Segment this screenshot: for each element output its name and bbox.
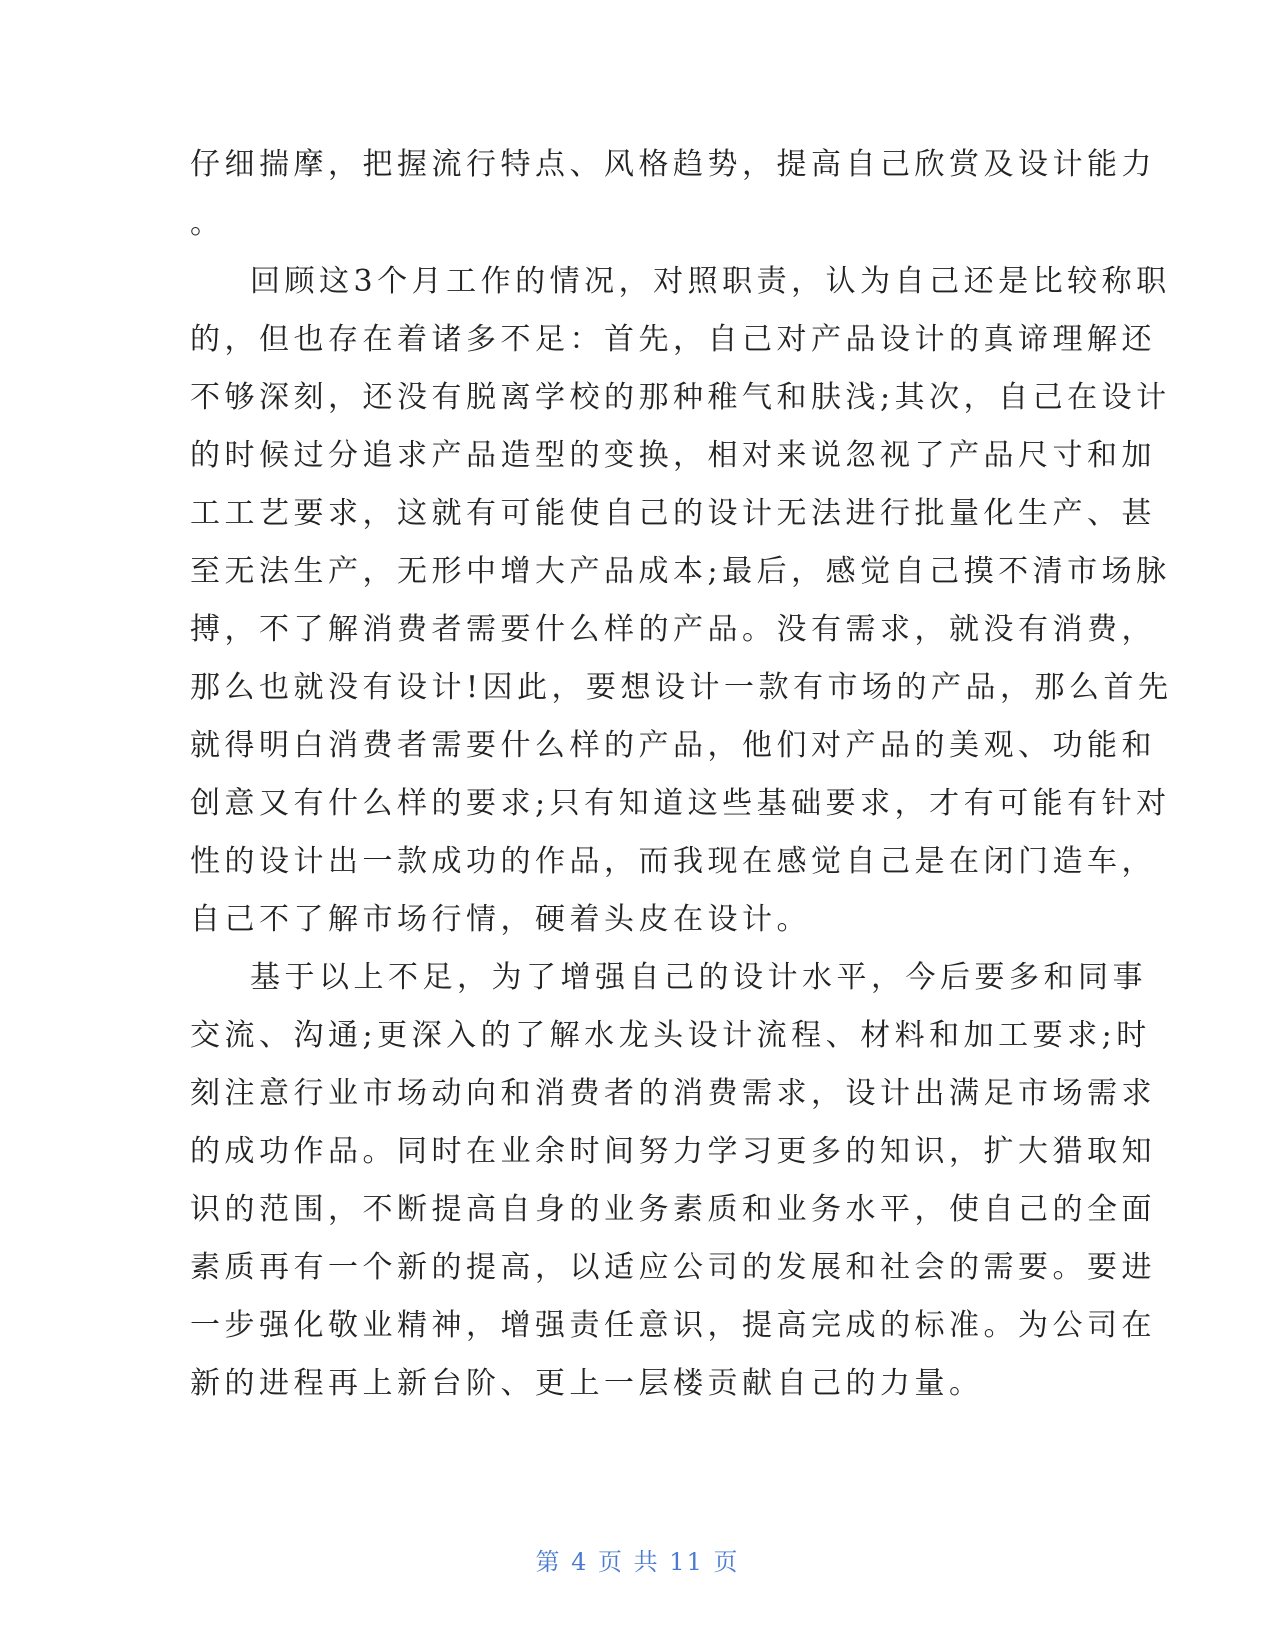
text-line: 性的设计出一款成功的作品，而我现在感觉自己是在闭门造车，: [190, 844, 1156, 879]
text-line: 不够深刻，还没有脱离学校的那种稚气和肤浅;其次，自己在设计: [190, 380, 1171, 415]
paragraph-start-line: 基于以上不足，为了增强自己的设计水平，今后要多和同事: [250, 960, 1147, 995]
text-line: 创意又有什么样的要求;只有知道这些基础要求，才有可能有针对: [190, 786, 1171, 821]
text-line: 那么也就没有设计!因此，要想设计一款有市场的产品，那么首先: [190, 670, 1173, 705]
text-line: 识的范围，不断提高自身的业务素质和业务水平，使自己的全面: [190, 1192, 1156, 1227]
text-line: 的成功作品。同时在业余时间努力学习更多的知识，扩大猎取知: [190, 1134, 1156, 1169]
text-line: 就得明白消费者需要什么样的产品，他们对产品的美观、功能和: [190, 728, 1156, 763]
text-line: 仔细揣摩，把握流行特点、风格趋势，提高自己欣赏及设计能力: [190, 147, 1156, 182]
text-line: 至无法生产，无形中增大产品成本;最后，感觉自己摸不清市场脉: [190, 554, 1171, 589]
text-line: 工工艺要求，这就有可能使自己的设计无法进行批量化生产、甚: [190, 496, 1156, 531]
text-line: 的，但也存在着诸多不足：首先，自己对产品设计的真谛理解还: [190, 322, 1156, 357]
paragraph-start-line: 回顾这3个月工作的情况，对照职责，认为自己还是比较称职: [250, 264, 1171, 299]
page-number-footer: 第 4 页 共 11 页: [535, 1548, 740, 1576]
text-line: 一步强化敬业精神，增强责任意识，提高完成的标准。为公司在: [190, 1308, 1156, 1343]
text-line: 新的进程再上新台阶、更上一层楼贡献自己的力量。: [190, 1366, 984, 1401]
text-line: 的时候过分追求产品造型的变换，相对来说忽视了产品尺寸和加: [190, 438, 1156, 473]
text-line: 。: [190, 206, 225, 241]
text-line: 搏，不了解消费者需要什么样的产品。没有需求，就没有消费，: [190, 612, 1156, 647]
text-line: 交流、沟通;更深入的了解水龙头设计流程、材料和加工要求;时: [190, 1018, 1151, 1053]
text-line: 素质再有一个新的提高，以适应公司的发展和社会的需要。要进: [190, 1250, 1156, 1285]
text-line: 自己不了解市场行情，硬着头皮在设计。: [190, 902, 811, 937]
text-line: 刻注意行业市场动向和消费者的消费需求，设计出满足市场需求: [190, 1076, 1156, 1111]
